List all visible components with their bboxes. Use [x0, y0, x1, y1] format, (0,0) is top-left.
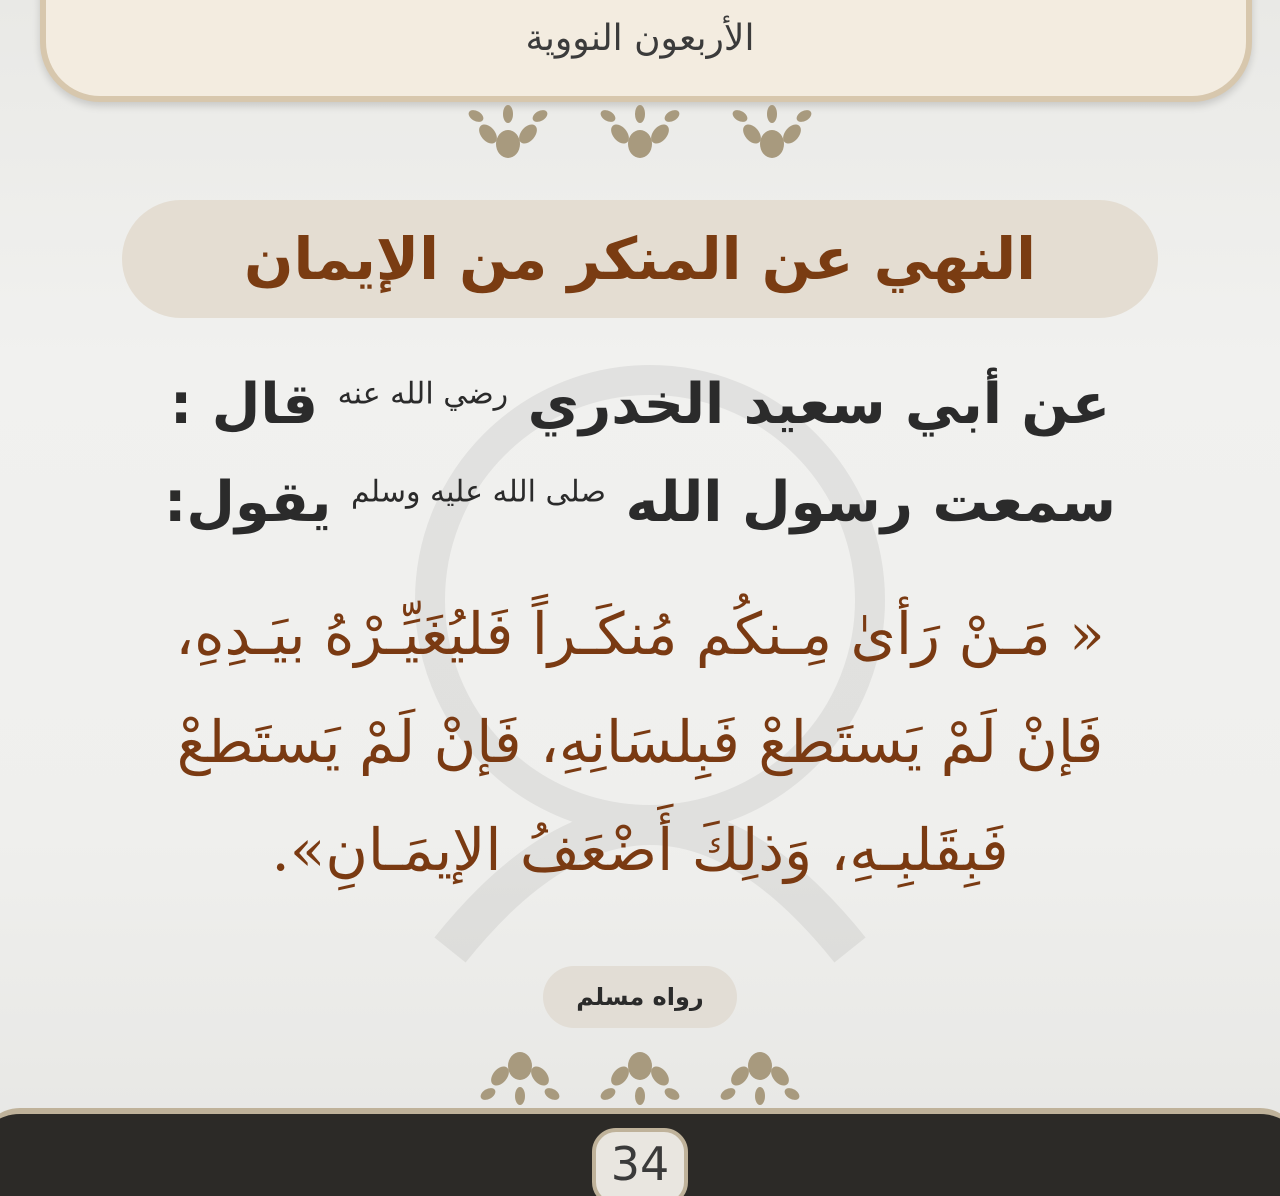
honorific-salla: صلى الله عليه وسلم — [350, 474, 606, 510]
hadith-line-2: فَإنْ لَمْ يَستَطعْ فَبِلسَانِهِ، فَإنْ لَمْ يَستَطعْ — [176, 708, 1104, 776]
page-number: 34 — [610, 1137, 670, 1191]
honorific-radiyallahu: رضي الله عنه — [337, 376, 509, 412]
flower-ornament-icon — [600, 1050, 680, 1110]
hadith-line-3: فَبِقَلبِـهِ، وَذلِكَ أَضْعَفُ الإيمَـانِ». — [271, 816, 1009, 884]
flower-ornament-icon — [468, 100, 548, 160]
top-ornament-row — [0, 100, 1280, 160]
narrator-said: قال : — [169, 372, 319, 437]
flower-ornament-icon — [720, 1050, 800, 1110]
book-title: الأربعون النووية — [525, 18, 755, 59]
hadith-line-1: « مَـنْ رَأىٰ مِـنكُم مُنكَـراً فَليُغَيِّـرْهُ بيَـدِهِ، — [175, 600, 1105, 668]
hadith-source: رواه مسلم — [576, 983, 704, 1011]
flower-ornament-icon — [732, 100, 812, 160]
narrator-line-1 — [100, 372, 1180, 437]
narrator-saying: يقول: — [164, 470, 332, 535]
narrator-heard: سمعت رسول الله — [625, 470, 1116, 535]
narrator-name: عن أبي سعيد الخدري — [527, 372, 1111, 437]
narrator-line-2 — [100, 470, 1180, 535]
hadith-title: النهي عن المنكر من الإيمان — [243, 225, 1037, 293]
flower-ornament-icon — [600, 100, 680, 160]
flower-ornament-icon — [480, 1050, 560, 1110]
bottom-ornament-row — [0, 1050, 1280, 1110]
